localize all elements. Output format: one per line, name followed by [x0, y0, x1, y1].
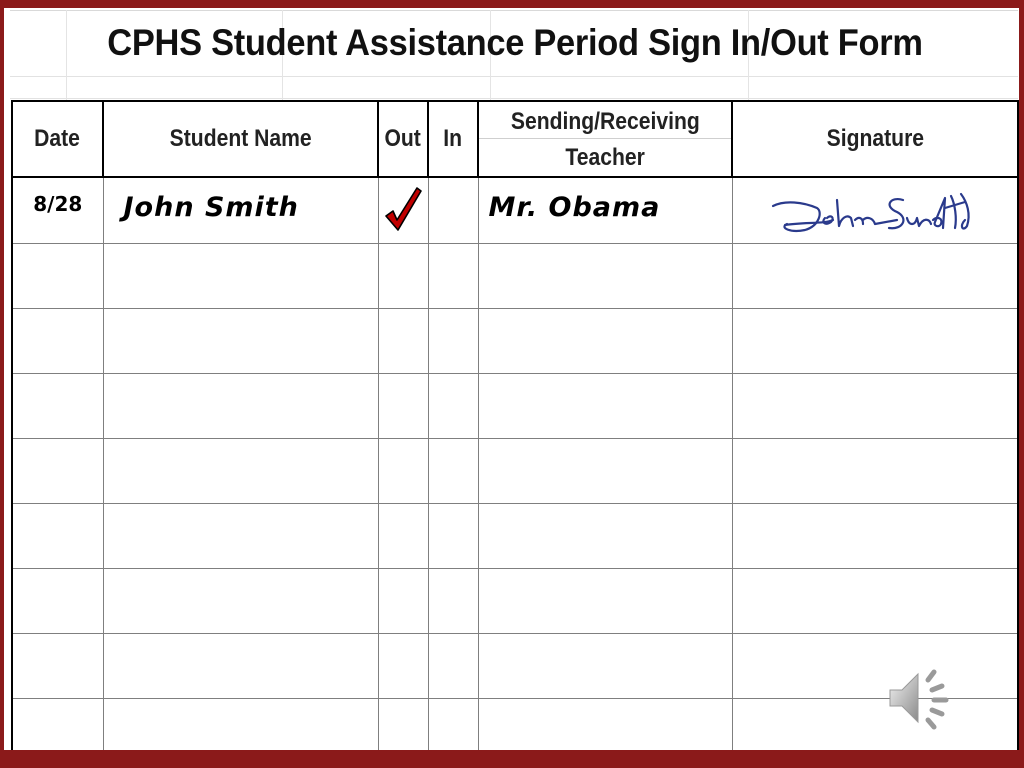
empty-date-cell[interactable]	[12, 699, 103, 751]
empty-signature-cell[interactable]	[732, 244, 1018, 309]
table-row	[12, 309, 1018, 374]
table-row	[12, 569, 1018, 634]
empty-in-cell[interactable]	[428, 439, 478, 504]
table-row	[12, 177, 1018, 244]
empty-in-cell[interactable]	[428, 504, 478, 569]
empty-teacher-cell[interactable]	[478, 504, 732, 569]
empty-signature-cell[interactable]	[732, 309, 1018, 374]
empty-student-name-cell[interactable]	[103, 569, 378, 634]
empty-out-cell[interactable]	[378, 504, 428, 569]
frame-left	[0, 0, 4, 768]
teacher-header-line1: Sending/Receiving	[510, 108, 700, 135]
empty-signature-cell[interactable]	[732, 374, 1018, 439]
empty-student-name-cell[interactable]	[103, 309, 378, 374]
empty-date-cell[interactable]	[12, 309, 103, 374]
page-title: CPHS Student Assistance Period Sign In/Out Form	[107, 22, 923, 63]
empty-in-cell[interactable]	[428, 374, 478, 439]
empty-teacher-cell[interactable]	[478, 634, 732, 699]
empty-date-cell[interactable]	[12, 244, 103, 309]
column-header-out: Out	[378, 101, 428, 177]
entry-date[interactable]: 8/28	[12, 177, 103, 244]
empty-student-name-cell[interactable]	[103, 374, 378, 439]
entry-signature[interactable]	[732, 177, 1018, 244]
table-row	[12, 699, 1018, 751]
frame-bottom	[0, 750, 1024, 768]
frame-top	[0, 0, 1024, 8]
teacher-header-line2: Teacher	[565, 144, 645, 171]
empty-date-cell[interactable]	[12, 439, 103, 504]
empty-teacher-cell[interactable]	[478, 309, 732, 374]
empty-teacher-cell[interactable]	[478, 439, 732, 504]
empty-date-cell[interactable]	[12, 569, 103, 634]
table-row	[12, 244, 1018, 309]
empty-student-name-cell[interactable]	[103, 504, 378, 569]
speaker-icon[interactable]	[884, 664, 956, 732]
table-row	[12, 634, 1018, 699]
header-row	[12, 101, 1018, 177]
empty-out-cell[interactable]	[378, 634, 428, 699]
empty-out-cell[interactable]	[378, 374, 428, 439]
empty-date-cell[interactable]	[12, 504, 103, 569]
empty-signature-cell[interactable]	[732, 569, 1018, 634]
table-row	[12, 439, 1018, 504]
empty-date-cell[interactable]	[12, 374, 103, 439]
empty-in-cell[interactable]	[428, 699, 478, 751]
empty-out-cell[interactable]	[378, 699, 428, 751]
empty-in-cell[interactable]	[428, 634, 478, 699]
table-row	[12, 374, 1018, 439]
empty-out-cell[interactable]	[378, 569, 428, 634]
empty-signature-cell[interactable]	[732, 634, 1018, 699]
empty-teacher-cell[interactable]	[478, 569, 732, 634]
column-header-student-name: Student Name	[103, 101, 378, 177]
empty-out-cell[interactable]	[378, 309, 428, 374]
empty-student-name-cell[interactable]	[103, 699, 378, 751]
empty-in-cell[interactable]	[428, 569, 478, 634]
entry-teacher[interactable]: Mr. Obama	[478, 177, 732, 244]
empty-signature-cell[interactable]	[732, 504, 1018, 569]
checkmark-icon	[384, 184, 422, 232]
empty-student-name-cell[interactable]	[103, 439, 378, 504]
empty-in-cell[interactable]	[428, 309, 478, 374]
empty-teacher-cell[interactable]	[478, 699, 732, 751]
signature-image	[765, 178, 985, 238]
entry-out-cell[interactable]	[378, 177, 428, 244]
column-header-signature: Signature	[732, 101, 1018, 177]
column-header-in: In	[428, 101, 478, 177]
empty-student-name-cell[interactable]	[103, 244, 378, 309]
column-header-date: Date	[12, 101, 103, 177]
frame-right	[1019, 0, 1024, 768]
entry-in-cell[interactable]	[428, 177, 478, 244]
entry-student-name[interactable]: John Smith	[103, 177, 378, 244]
column-header-teacher	[478, 101, 732, 177]
empty-signature-cell[interactable]	[732, 439, 1018, 504]
table-row	[12, 504, 1018, 569]
empty-teacher-cell[interactable]	[478, 374, 732, 439]
empty-teacher-cell[interactable]	[478, 244, 732, 309]
empty-out-cell[interactable]	[378, 244, 428, 309]
empty-signature-cell[interactable]	[732, 699, 1018, 751]
empty-in-cell[interactable]	[428, 244, 478, 309]
empty-out-cell[interactable]	[378, 439, 428, 504]
empty-student-name-cell[interactable]	[103, 634, 378, 699]
sign-in-out-table	[11, 100, 1019, 751]
empty-date-cell[interactable]	[12, 634, 103, 699]
